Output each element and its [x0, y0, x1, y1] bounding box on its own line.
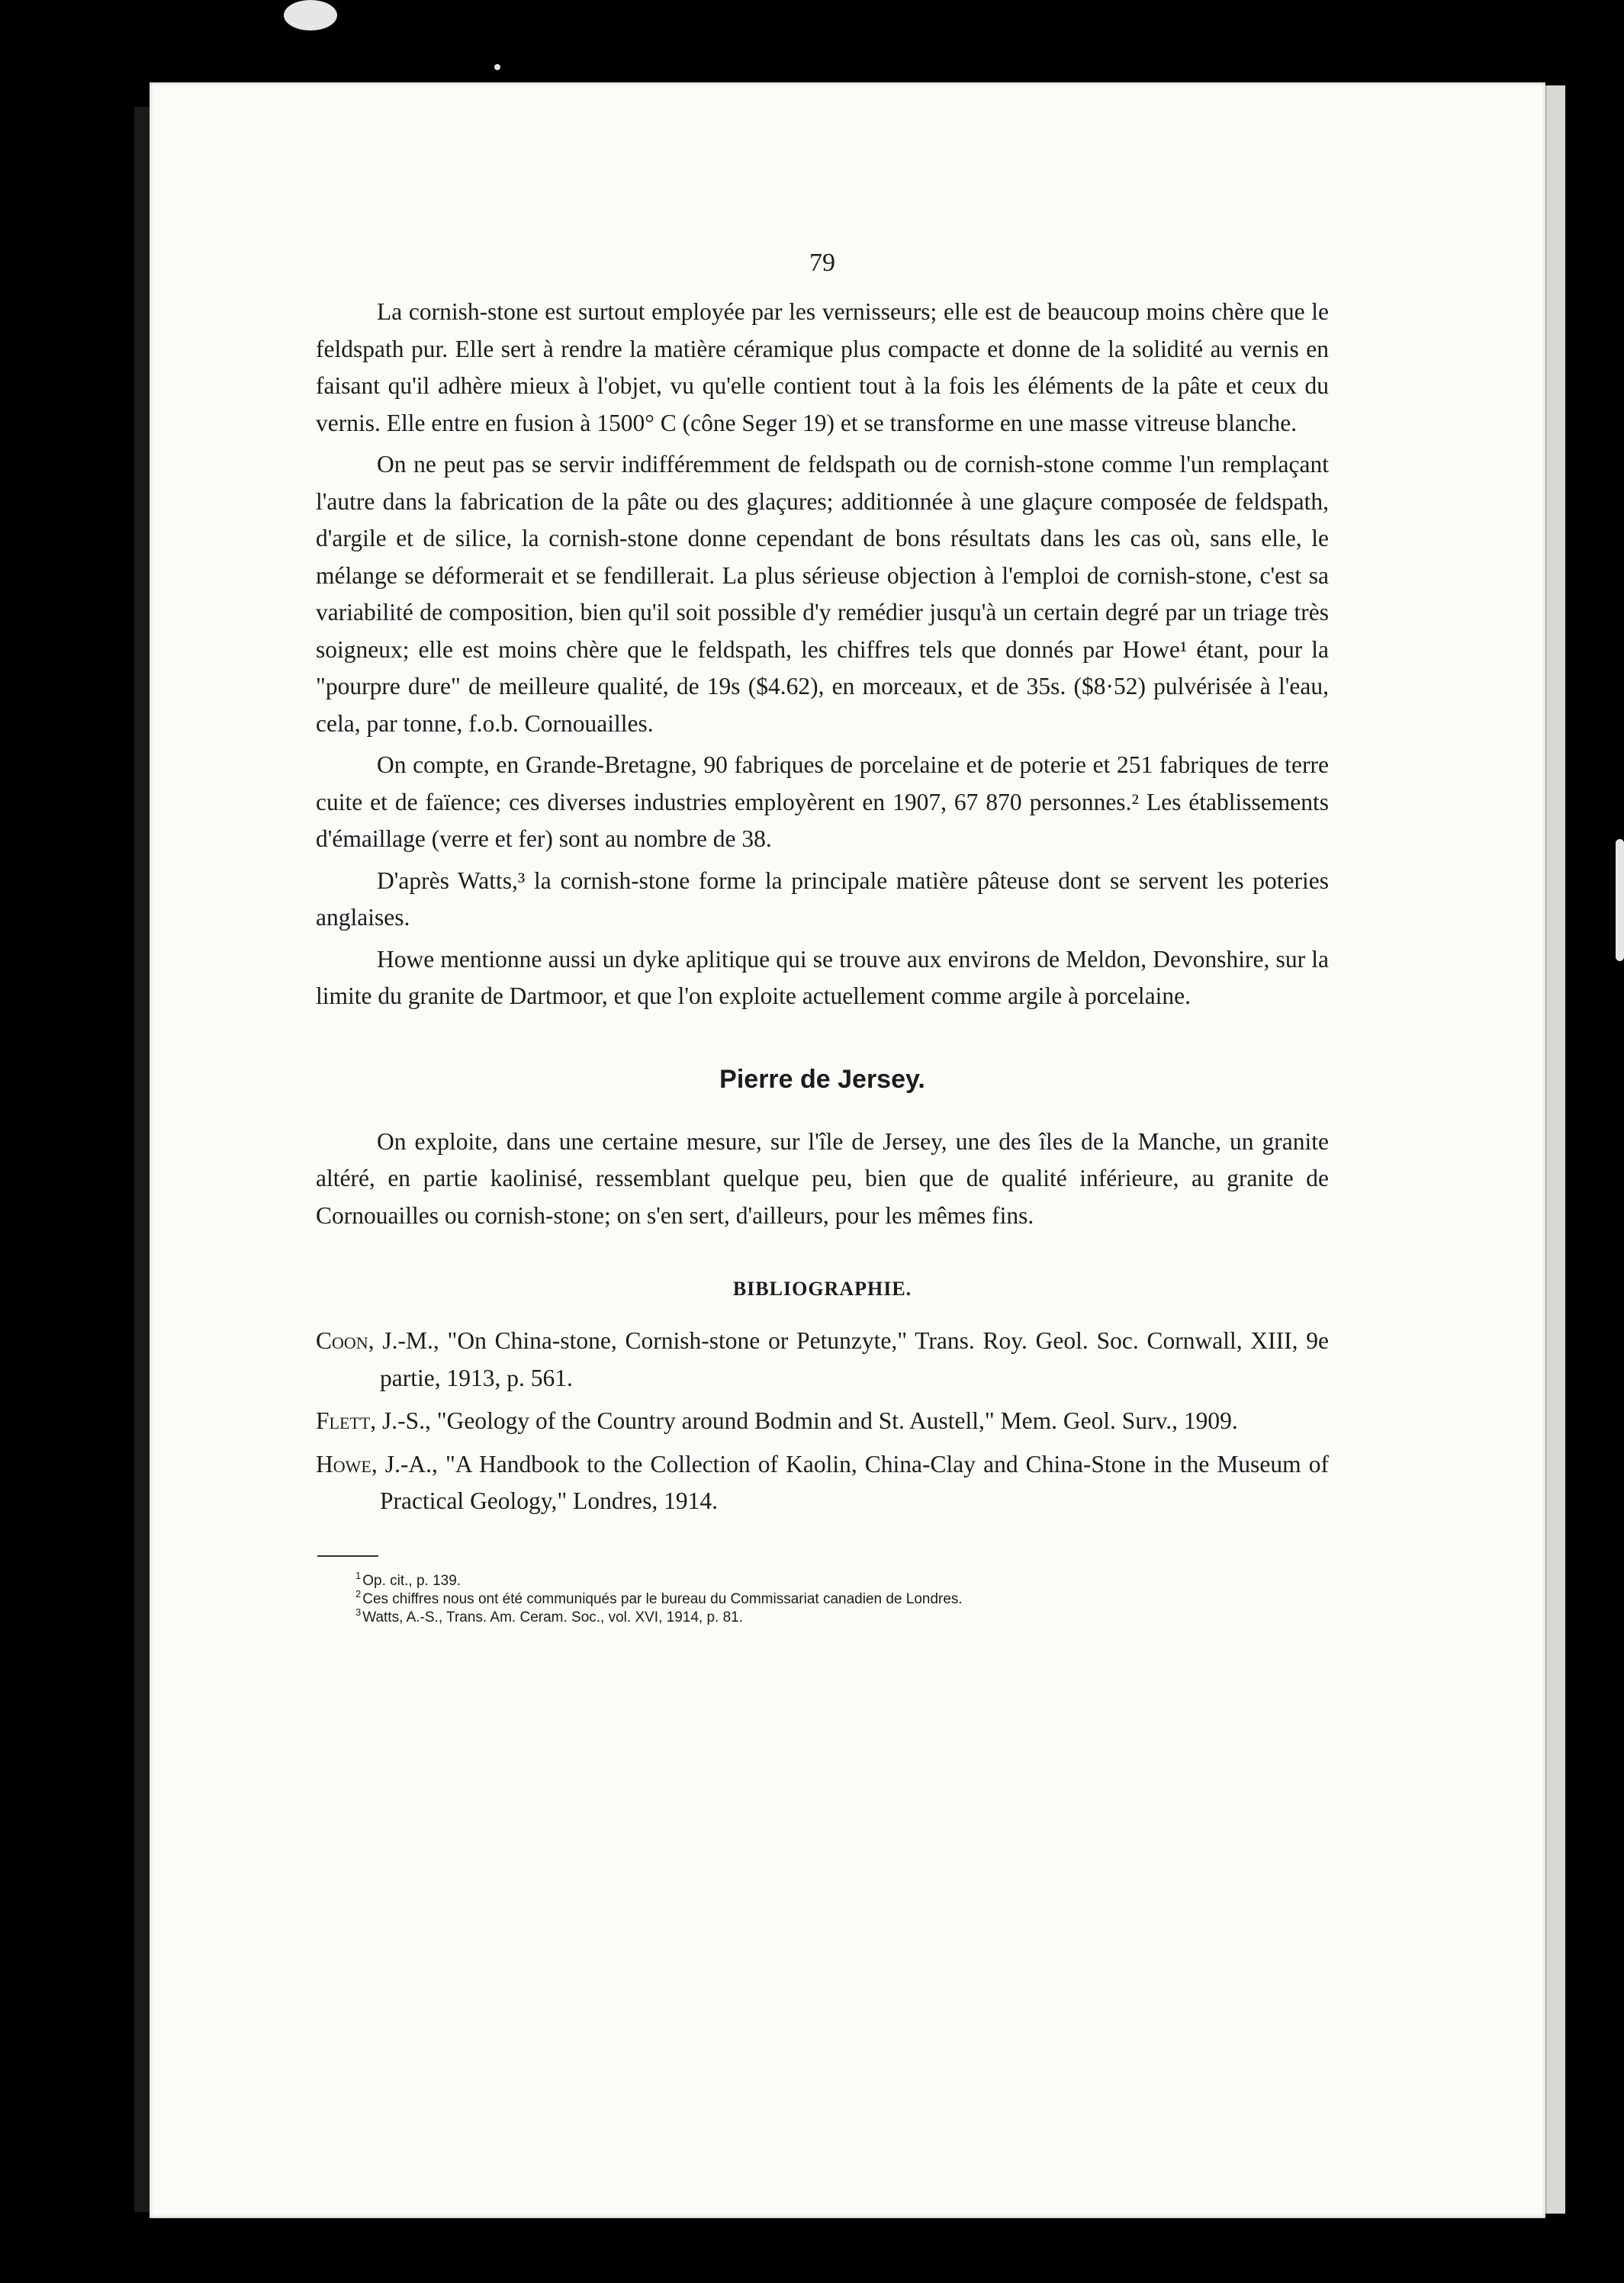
footnote: [355, 1606, 1329, 1627]
footnote-text: Ces chiffres nous ont été communiqués par le bureau du Commissariat canadien de Londres.: [362, 1590, 963, 1607]
paragraph: D'après Watts,³ la cornish-stone forme la principale matière pâteuse dont se servent les poteries anglaises.: [316, 867, 1329, 931]
footnote-mark: 1: [355, 1570, 362, 1582]
bibliography-entry: [316, 1403, 1329, 1440]
bibliography-entry: [316, 1323, 1329, 1397]
footnote-mark: 3: [355, 1606, 362, 1619]
paragraph: La cornish-stone est surtout employée par les vernisseurs; elle est de beaucoup moins chère que le feldspath pur. Elle sert à rendre la matière céramique plus compacte et donne de la solidité au vernis en faisant qu'il adhère mieux à l'objet, vu qu'elle contient tout à la fois les éléments de la pâte et ceux du vernis. Elle entre en fusion à 1500° C (cône Seger 19) et se transforme en une masse vitreuse blanche.: [316, 298, 1329, 436]
section-heading: Pierre de Jersey.: [719, 1064, 925, 1094]
page-number: 79: [809, 249, 835, 277]
section-paragraph: On exploite, dans une certaine mesure, sur l'île de Jersey, une des îles de la Manche, un granite altéré, en partie kaolinisé, ressemblant quelque peu, bien que de qualité inférieure, au granite de Cornouailles ou cornish-stone; on s'en sert, d'ailleurs, pour les mêmes fins.: [316, 1127, 1329, 1229]
bibliography-entry: [316, 1446, 1329, 1520]
footnote-mark: 2: [355, 1588, 362, 1600]
page-content: [316, 248, 1329, 1627]
bibliography-author: Flett: [316, 1407, 371, 1434]
footnote: [355, 1572, 1329, 1590]
dust-speck: [284, 0, 337, 31]
page-stack-edge: [1545, 85, 1565, 2214]
footnote-text: Op. cit., p. 139.: [362, 1572, 461, 1589]
bibliography-author: Howe: [316, 1450, 371, 1478]
bibliography-reference: , J.-A., "A Handbook to the Collection of Kaolin, China-Clay and China-Stone in the Museum of Practical Geology," Londres, 1914.: [371, 1450, 1329, 1514]
footnote-divider: [317, 1555, 378, 1557]
bibliography-reference: , J.-S., "Geology of the Country around Bodmin and St. Austell," Mem. Geol. Surv., 1909.: [370, 1407, 1238, 1434]
footnote: [355, 1590, 1329, 1609]
bibliography-author: Coon: [316, 1327, 368, 1354]
dust-speck: [1616, 839, 1624, 961]
bibliography-reference: , J.-M., "On China-stone, Cornish-stone or Petunzyte," Trans. Roy. Geol. Soc. Cornwall, XIII, 9e partie, 1913, p. 561.: [368, 1327, 1329, 1391]
paragraph: Howe mentionne aussi un dyke aplitique qui se trouve aux environs de Meldon, Devonshire, sur la limite du granite de Dartmoor, et que l'on exploite actuellement comme argile à porcelaine.: [316, 945, 1329, 1009]
footnote-text: Watts, A.-S., Trans. Am. Ceram. Soc., vol. XVI, 1914, p. 81.: [362, 1609, 744, 1625]
paragraph: On ne peut pas se servir indifféremment de feldspath ou de cornish-stone comme l'un remplaçant l'autre dans la fabrication de la pâte ou des glaçures; additionnée à une glaçure composée de feldspath, d'argile et de silice, la cornish-stone donne cependant de bons résultats dans les cas où, sans elle, le mélange se déformerait et se fendillerait. La plus sérieuse objection à l'emploi de cornish-stone, c'est sa variabilité de composition, bien qu'il soit possible d'y remédier jusqu'à un certain degré par un triage très soigneux; elle est moins chère que le feldspath, les chiffres tels que donnés par Howe¹ étant, pour la "pourpre dure" de meilleure qualité, de 19s ($4.62), en morceaux, et de 35s. ($8·52) pulvérisée à l'eau, cela, par tonne, f.o.b. Cornouailles.: [316, 451, 1329, 737]
dust-speck: [494, 64, 500, 70]
paragraph: On compte, en Grande-Bretagne, 90 fabriques de porcelaine et de poterie et 251 fabriques de terre cuite et de faïence; ces diverses industries employèrent en 1907, 67 870 personnes.² Les établissements d'émaillage (verre et fer) sont au nombre de 38.: [316, 751, 1329, 852]
bibliography-heading: BIBLIOGRAPHIE.: [732, 1278, 912, 1300]
